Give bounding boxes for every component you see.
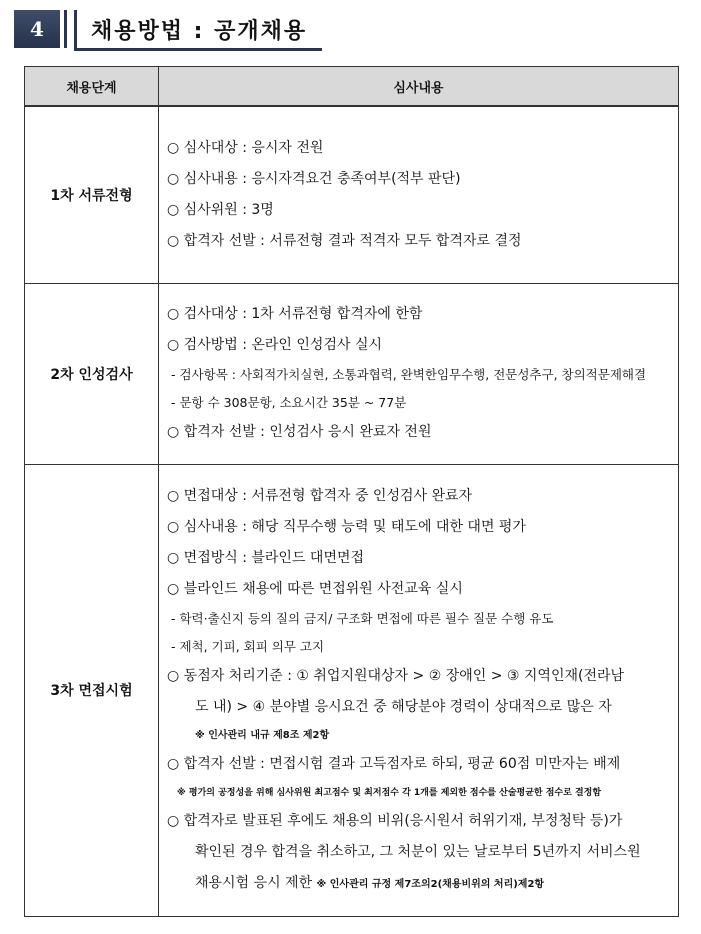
list-item-continuation xyxy=(167,868,678,899)
reference-note: ※ 평가의 공정성을 위해 심사위원 최고점수 및 최저점수 각 1개를 제외한 점수를 산술평균한 점수로 결정함 xyxy=(177,788,602,798)
column-header-content: 심사내용 xyxy=(159,67,679,107)
list-item: ○ 동점자 처리기준 : ① 취업지원대상자 > ② 장애인 > ③ 지역인재(전라남 xyxy=(167,668,625,684)
section-title: 채용방법 : 공개채용 xyxy=(91,19,308,44)
list-item: ○ 검사방법 : 온라인 인성검사 실시 xyxy=(167,337,382,353)
reference-note: ※ 인사관리 규정 제7조의2(채용비위의 처리)제2항 xyxy=(316,879,545,890)
list-subitem: - 문항 수 308문항, 소요시간 35분 ~ 77분 xyxy=(171,395,407,410)
list-item: ○ 검사대상 : 1차 서류전형 합격자에 한함 xyxy=(167,306,423,322)
list-item: ○ 심사내용 : 해당 직무수행 능력 및 태도에 대한 대면 평가 xyxy=(167,519,526,535)
list-item-continuation-text: 채용시험 응시 제한 xyxy=(195,875,313,891)
list-item: ○ 면접대상 : 서류전형 합격자 중 인성검사 완료자 xyxy=(167,488,473,504)
list-item-continuation: 확인된 경우 합격을 취소하고, 그 처분이 있는 날로부터 5년까지 서비스원 xyxy=(195,844,641,860)
list-item: ○ 합격자 선발 : 인성검사 응시 완료자 전원 xyxy=(167,424,432,440)
list-item: ○ 심사위원 : 3명 xyxy=(167,201,274,218)
list-subitem: - 검사항목 : 사회적가치실현, 소통과협력, 완벽한임무수행, 전문성추구, 창의적문제해결 xyxy=(171,367,647,382)
list-item: ○ 심사대상 : 응시자 전원 xyxy=(167,139,324,156)
list-item-continuation: 도 내) > ④ 분야별 응시요건 중 해당분야 경력이 상대적으로 많은 자 xyxy=(195,699,612,715)
list-subitem: - 제척, 기피, 회피 의무 고지 xyxy=(171,639,325,654)
section-header xyxy=(14,10,319,50)
stage-cell: 1차 서류전형 xyxy=(25,106,159,283)
section-number-badge: 4 xyxy=(14,10,60,48)
table-header-row xyxy=(25,67,679,107)
content-cell xyxy=(159,464,679,916)
list-subitem: - 학력·출신지 등의 질의 금지/ 구조화 면접에 따른 필수 질문 수행 유도 xyxy=(171,611,554,626)
list-item: ○ 심사내용 : 응시자격요건 충족여부(적부 판단) xyxy=(167,170,461,187)
table-row xyxy=(25,283,679,464)
table-row xyxy=(25,464,679,916)
list-item: ○ 합격자 선발 : 면접시험 결과 고득점자로 하되, 평균 60점 미만자는 배제 xyxy=(167,756,621,772)
reference-note: ※ 인사관리 내규 제8조 제2항 xyxy=(195,730,330,741)
stage-cell: 2차 인성검사 xyxy=(25,283,159,464)
content-cell xyxy=(159,283,679,464)
recruitment-table xyxy=(24,66,679,917)
list-item: ○ 면접방식 : 블라인드 대면면접 xyxy=(167,550,365,566)
list-item: ○ 합격자 선발 : 서류전형 결과 적격자 모두 합격자로 결정 xyxy=(167,232,522,249)
content-cell xyxy=(159,106,679,283)
table-row xyxy=(25,106,679,283)
stage-cell: 3차 면접시험 xyxy=(25,464,159,916)
column-header-stage: 채용단계 xyxy=(25,67,159,107)
list-item: ○ 합격자로 발표된 후에도 채용의 비위(응시원서 허위기재, 부정청탁 등)가 xyxy=(167,813,623,829)
title-frame xyxy=(74,10,322,51)
list-item: ○ 블라인드 채용에 따른 면접위원 사전교육 실시 xyxy=(167,581,463,597)
